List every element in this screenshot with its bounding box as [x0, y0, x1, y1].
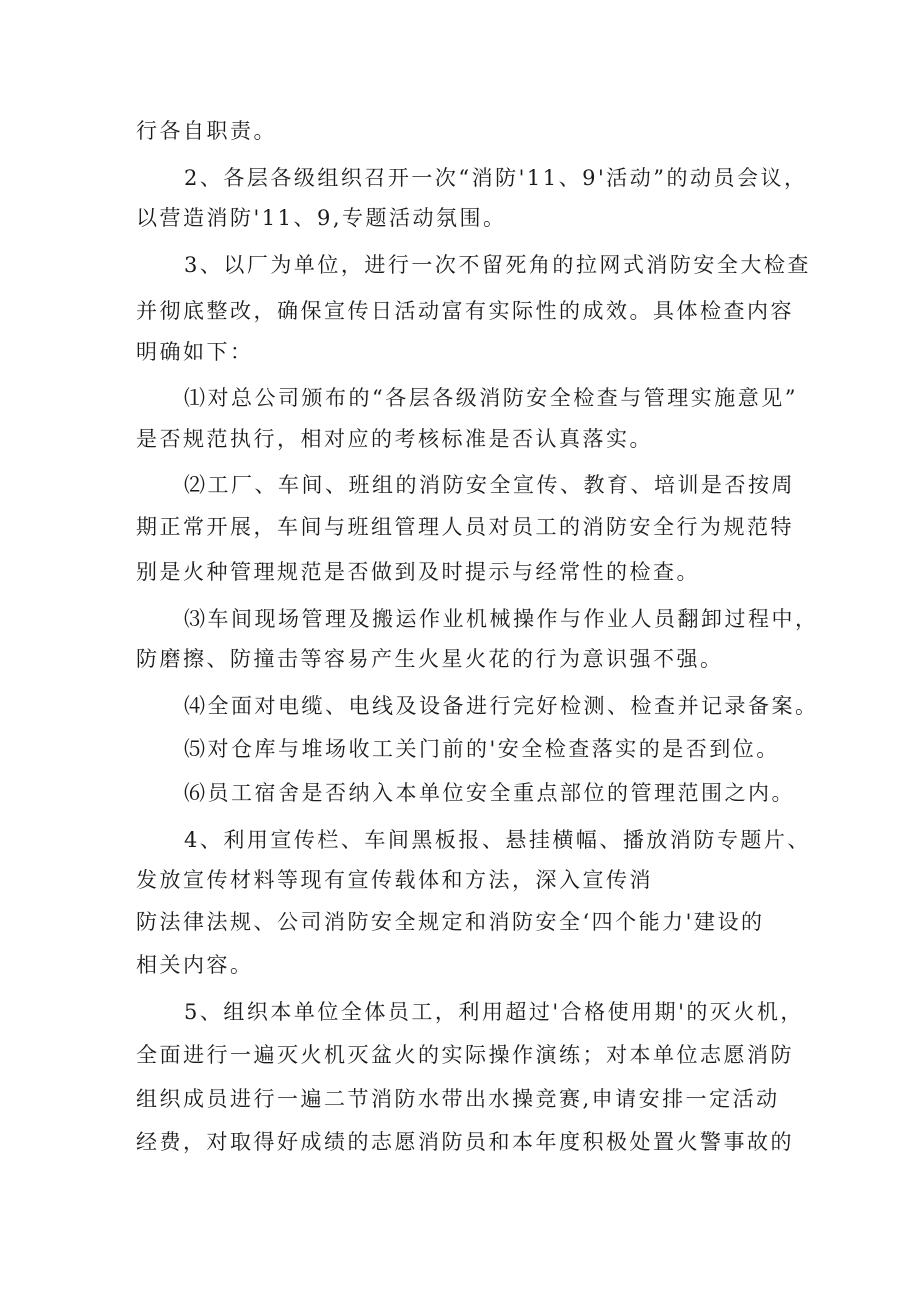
text-line: 2、各层各级组织召开一次“消防'11、9'活动”的动员会议， [184, 166, 808, 190]
text-line: 以营造消防'11、9,专题活动氛围。 [136, 206, 507, 230]
text-line: 是否规范执行，相对应的考核标准是否认真落实。 [136, 427, 653, 451]
text-line: 并彻底整改，确保宣传日活动富有实际性的成效。具体检查内容 [136, 299, 794, 323]
text-line: 组织成员进行一遍二节消防水带出水操竞赛,申请安排一定活动 [136, 1087, 780, 1111]
text-line: ⑷全面对电缆、电线及设备进行完好检测、检查并记录备案。 [184, 694, 819, 718]
text-line: ⑵工厂、车间、班组的消防安全宣传、教育、培训是否按周 [184, 473, 795, 497]
text-line: ⑹员工宿舍是否纳入本单位安全重点部位的管理范围之内。 [184, 781, 795, 805]
text-line: 行各自职责。 [136, 119, 277, 143]
text-line: ⑶车间现场管理及搬运作业机械操作与作业人员翻卸过程中， [184, 607, 819, 631]
text-line: 防磨擦、防撞击等容易产生火星火花的行为意识强不强。 [136, 647, 724, 671]
text-line: 别是火种管理规范是否做到及时提示与经常性的检查。 [136, 560, 700, 584]
text-line: ⑸对仓库与堆场收工关门前的'安全检查落实的是否到位。 [184, 737, 780, 761]
text-line: 期正常开展，车间与班组管理人员对员工的消防安全行为规范特 [136, 515, 794, 539]
text-line: 3、以厂为单位，进行一次不留死角的拉网式消防安全大检查 [184, 253, 811, 277]
text-line: 4、利用宣传栏、车间黑板报、悬挂横幅、播放消防专题片、 [184, 828, 811, 852]
text-line: 全面进行一遍灭火机灭盆火的实际操作演练；对本单位志愿消防 [136, 1043, 794, 1067]
text-line: 经费，对取得好成绩的志愿消防员和本年度积极处置火警事故的 [136, 1130, 794, 1154]
text-line: 发放宣传材料等现有宣传载体和方法，深入宣传消 [136, 868, 653, 892]
text-line: 5、组织本单位全体员工，利用超过'合格使用期'的灭火机， [184, 1000, 804, 1024]
text-line: ⑴对总公司颁布的“各层各级消防安全检查与管理实施意见” [184, 386, 798, 410]
text-line: 防法律法规、公司消防安全规定和消防安全‘四个能力'建设的 [136, 910, 765, 934]
text-line: 相关内容。 [136, 953, 254, 977]
text-line: 明确如下： [136, 340, 254, 364]
